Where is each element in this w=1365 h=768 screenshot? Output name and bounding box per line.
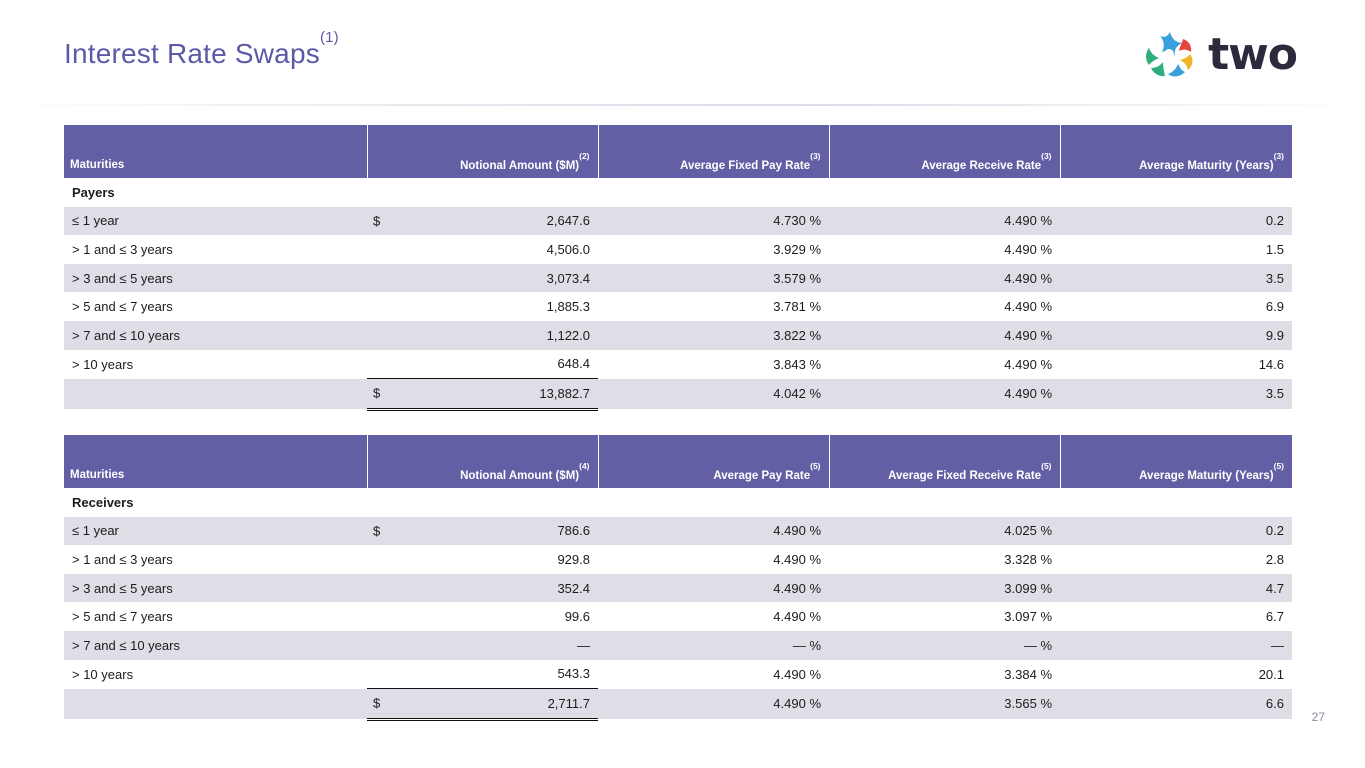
section-spacer <box>367 488 598 517</box>
column-header-footnote: (2) <box>579 150 590 161</box>
currency-symbol: $ <box>373 695 381 711</box>
table-row <box>64 602 1292 631</box>
avg-maturity: 6.7 <box>1060 602 1292 631</box>
column-header-avg-maturity <box>1060 125 1292 178</box>
total-avg-fixed-pay-rate: 4.042 % <box>598 379 829 410</box>
column-header-avg-fixed-pay-rate <box>598 125 829 178</box>
page-title-text: Interest Rate Swaps <box>64 38 320 69</box>
avg-fixed-pay-rate: 3.781 % <box>598 292 829 321</box>
payers-table <box>64 125 1292 411</box>
notional-amount <box>367 517 598 546</box>
avg-fixed-receive-rate: 4.025 % <box>829 517 1060 546</box>
notional-value: 648.4 <box>557 356 590 372</box>
column-header-avg-maturity <box>1060 435 1292 488</box>
column-header-footnote: (3) <box>1041 150 1052 161</box>
table-row <box>64 264 1292 293</box>
total-avg-fixed-receive-rate: 3.565 % <box>829 689 1060 720</box>
avg-maturity: 3.5 <box>1060 264 1292 293</box>
table-row <box>64 350 1292 379</box>
avg-fixed-receive-rate: 3.097 % <box>829 602 1060 631</box>
avg-receive-rate: 4.490 % <box>829 235 1060 264</box>
column-header-maturities <box>64 125 367 178</box>
column-header-footnote: (4) <box>579 460 590 471</box>
column-header-footnote: (3) <box>1273 150 1284 161</box>
table-header-row <box>64 125 1292 178</box>
slide-header <box>0 0 1365 106</box>
notional-amount <box>367 660 598 689</box>
column-header-label: Average Fixed Pay Rate <box>680 159 811 172</box>
total-notional-amount <box>367 379 598 410</box>
notional-value: 4,506.0 <box>546 241 590 257</box>
column-header-label: Notional Amount ($M) <box>460 159 580 172</box>
notional-amount <box>367 545 598 574</box>
notional-value: 99.6 <box>564 609 590 625</box>
notional-amount <box>367 264 598 293</box>
total-notional-value: 2,711.7 <box>547 695 590 711</box>
avg-fixed-pay-rate: 4.730 % <box>598 207 829 236</box>
avg-maturity: 2.8 <box>1060 545 1292 574</box>
notional-amount <box>367 350 598 379</box>
total-label <box>64 689 367 720</box>
table-row <box>64 545 1292 574</box>
avg-receive-rate: 4.490 % <box>829 264 1060 293</box>
currency-symbol: $ <box>373 213 381 229</box>
column-header-label: Average Fixed Receive Rate <box>888 469 1042 482</box>
table-row <box>64 660 1292 689</box>
column-header-label: Average Maturity (Years) <box>1139 469 1274 482</box>
column-header-label: Average Maturity (Years) <box>1139 159 1274 172</box>
column-header-avg-pay-rate <box>598 435 829 488</box>
notional-amount <box>367 321 598 350</box>
notional-value: 3,073.4 <box>546 270 590 286</box>
total-label <box>64 379 367 410</box>
notional-amount <box>367 292 598 321</box>
logo-wordmark: two <box>1208 29 1297 80</box>
column-header-label: Notional Amount ($M) <box>460 469 580 482</box>
section-spacer <box>1060 178 1292 207</box>
avg-pay-rate: 4.490 % <box>598 660 829 689</box>
column-header-label: Maturities <box>70 159 125 172</box>
section-label: Payers <box>64 178 367 207</box>
column-header-notional <box>367 435 598 488</box>
table-row <box>64 235 1292 264</box>
avg-maturity: 9.9 <box>1060 321 1292 350</box>
maturity-label: ≤ 1 year <box>64 517 367 546</box>
notional-amount <box>367 631 598 660</box>
avg-receive-rate: 4.490 % <box>829 321 1060 350</box>
avg-pay-rate: 4.490 % <box>598 602 829 631</box>
maturity-label: > 3 and ≤ 5 years <box>64 264 367 293</box>
notional-value: 786.6 <box>557 523 590 539</box>
section-spacer <box>829 488 1060 517</box>
avg-pay-rate: 4.490 % <box>598 574 829 603</box>
total-notional-amount <box>367 689 598 720</box>
notional-value: 929.8 <box>557 551 590 567</box>
avg-maturity: 0.2 <box>1060 207 1292 236</box>
maturity-label: > 3 and ≤ 5 years <box>64 574 367 603</box>
table-row <box>64 292 1292 321</box>
table-row <box>64 631 1292 660</box>
avg-receive-rate: 4.490 % <box>829 292 1060 321</box>
avg-pay-rate: 4.490 % <box>598 545 829 574</box>
section-row-payers <box>64 178 1292 207</box>
column-header-label: Average Pay Rate <box>713 469 811 482</box>
column-header-footnote: (5) <box>1273 460 1284 471</box>
avg-fixed-receive-rate: 3.328 % <box>829 545 1060 574</box>
column-header-label: Average Receive Rate <box>921 159 1042 172</box>
avg-maturity: 1.5 <box>1060 235 1292 264</box>
column-header-footnote: (3) <box>810 150 821 161</box>
notional-value: 1,885.3 <box>546 299 590 315</box>
maturity-label: > 10 years <box>64 350 367 379</box>
avg-maturity: 4.7 <box>1060 574 1292 603</box>
table-row <box>64 207 1292 236</box>
avg-maturity: — <box>1060 631 1292 660</box>
avg-fixed-pay-rate: 3.929 % <box>598 235 829 264</box>
maturity-label: > 7 and ≤ 10 years <box>64 631 367 660</box>
notional-value: 543.3 <box>557 666 590 682</box>
maturity-label: ≤ 1 year <box>64 207 367 236</box>
maturity-label: > 7 and ≤ 10 years <box>64 321 367 350</box>
logo-star-icon <box>1142 27 1198 83</box>
maturity-label: > 1 and ≤ 3 years <box>64 235 367 264</box>
avg-fixed-receive-rate: 3.384 % <box>829 660 1060 689</box>
avg-receive-rate: 4.490 % <box>829 350 1060 379</box>
total-avg-maturity: 3.5 <box>1060 379 1292 410</box>
notional-amount <box>367 602 598 631</box>
table-row <box>64 517 1292 546</box>
notional-value: — <box>577 637 590 653</box>
avg-fixed-pay-rate: 3.843 % <box>598 350 829 379</box>
receivers-table-container <box>64 435 1292 721</box>
maturity-label: > 5 and ≤ 7 years <box>64 292 367 321</box>
table-total-row <box>64 689 1292 720</box>
avg-pay-rate: 4.490 % <box>598 517 829 546</box>
header-divider <box>0 104 1365 106</box>
column-header-footnote: (5) <box>810 460 821 471</box>
notional-value: 1,122.0 <box>546 327 590 343</box>
column-header-notional <box>367 125 598 178</box>
avg-maturity: 20.1 <box>1060 660 1292 689</box>
maturity-label: > 1 and ≤ 3 years <box>64 545 367 574</box>
section-spacer <box>367 178 598 207</box>
section-spacer <box>1060 488 1292 517</box>
avg-maturity: 0.2 <box>1060 517 1292 546</box>
avg-maturity: 6.9 <box>1060 292 1292 321</box>
column-header-maturities <box>64 435 367 488</box>
table-total-row <box>64 379 1292 410</box>
section-spacer <box>598 178 829 207</box>
column-header-label: Maturities <box>70 469 125 482</box>
table-row <box>64 321 1292 350</box>
section-label: Receivers <box>64 488 367 517</box>
column-header-avg-fixed-receive-rate <box>829 435 1060 488</box>
avg-maturity: 14.6 <box>1060 350 1292 379</box>
table-row <box>64 574 1292 603</box>
section-row-receivers <box>64 488 1292 517</box>
section-spacer <box>829 178 1060 207</box>
notional-amount <box>367 574 598 603</box>
page-title-footnote-marker: (1) <box>319 29 339 47</box>
brand-logo <box>1142 27 1297 83</box>
column-header-footnote: (5) <box>1041 460 1052 471</box>
notional-value: 2,647.6 <box>546 213 590 229</box>
page-title <box>64 29 339 70</box>
total-avg-pay-rate: 4.490 % <box>598 689 829 720</box>
notional-value: 352.4 <box>557 580 590 596</box>
payers-table-container <box>64 125 1292 411</box>
avg-fixed-receive-rate: — % <box>829 631 1060 660</box>
notional-amount <box>367 207 598 236</box>
maturity-label: > 5 and ≤ 7 years <box>64 602 367 631</box>
avg-fixed-receive-rate: 3.099 % <box>829 574 1060 603</box>
maturity-label: > 10 years <box>64 660 367 689</box>
column-header-avg-receive-rate <box>829 125 1060 178</box>
total-avg-receive-rate: 4.490 % <box>829 379 1060 410</box>
notional-amount <box>367 235 598 264</box>
receivers-table <box>64 435 1292 721</box>
avg-fixed-pay-rate: 3.822 % <box>598 321 829 350</box>
section-spacer <box>598 488 829 517</box>
currency-symbol: $ <box>373 385 381 401</box>
page-number: 27 <box>1311 710 1325 724</box>
currency-symbol: $ <box>373 523 381 539</box>
table-header-row <box>64 435 1292 488</box>
total-notional-value: 13,882.7 <box>539 385 590 401</box>
total-avg-maturity: 6.6 <box>1060 689 1292 720</box>
avg-fixed-pay-rate: 3.579 % <box>598 264 829 293</box>
avg-pay-rate: — % <box>598 631 829 660</box>
avg-receive-rate: 4.490 % <box>829 207 1060 236</box>
